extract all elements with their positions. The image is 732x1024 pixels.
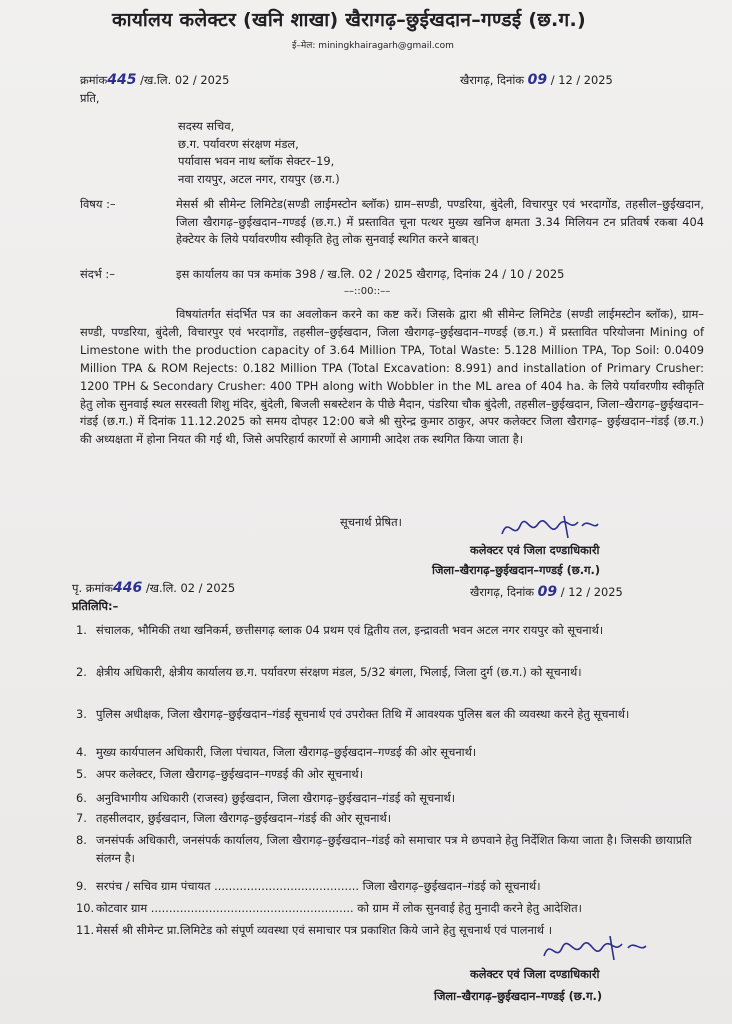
copy-item: 8. जनसंपर्क अधिकारी, जनसंपर्क कार्यालय, जिला खैरागढ़–छुईखदान–गंडई को समाचार पत्र मे छपवाने हेतु निर्देशित किया जाता है। जिसकी छायाप्रति संलग्न है। (76, 833, 692, 865)
recipient-line: सदस्य सचिव, (178, 119, 235, 133)
separator: ––::00::–– (344, 286, 391, 297)
signatory-district-2: जिला–खैरागढ़–छुईखदान–गण्डई (छ.ग.) (434, 989, 603, 1003)
letter-ref (80, 70, 229, 92)
closing-line: सूचनार्थ प्रेषित। (340, 515, 402, 529)
copy-item: 4. मुख्य कार्यपालन अधिकारी, जिला पंचायत, जिला खैरागढ़–छुईखदान–गण्डई की ओर सूचनार्थ। (76, 745, 477, 759)
signature-1 (498, 512, 602, 544)
copy-date-day: 09 (537, 584, 558, 600)
signature-2 (540, 932, 650, 966)
ref-number: 445 (107, 72, 137, 88)
reference-label: संदर्भ :– (80, 267, 115, 281)
copy-item: 6. अनुविभागीय अधिकारी (राजस्व) छुईखदान, जिला खैरागढ़–छुईखदान–गंडई को सूचनार्थ। (76, 791, 456, 805)
recipient-line: पर्यावास भवन नाथ ब्लॉक सेक्टर–19, (178, 154, 335, 169)
copy-date-label: खैरागढ़, दिनांक (470, 585, 535, 599)
copy-date-month-year: / 12 / 2025 (560, 585, 623, 599)
copy-date (470, 582, 623, 604)
copy-item: 3. पुलिस अधीक्षक, जिला खैरागढ़–छुईखदान–गंडई सूचनार्थ एवं उपरोक्त तिथि में आवश्यक पुलिस बल की व्यवस्था करने हेतु सूचनार्थ। (76, 707, 630, 721)
subject-text: मेसर्स श्री सीमेन्ट लिमिटेड(सण्डी लाईमस्टोन ब्लॉक) ग्राम–सण्डी, पण्डरिया, बुंदेली, विचारपुर एवं भरदागोंड, तहसील–छुईखदान, जिला खैरागढ़–छुईखदान–गण्डई (छ.ग.) में प्रस्तावित चूना पत्थर मुख्य खनिज क्षमता 3.34 मिलियन टन प्रतिवर्ष रकबा 404 हेक्टेयर के लिये पर्यावरणीय स्वीकृति हेतु लोक सुनवाई स्थगित करने बाबत्। (176, 197, 704, 247)
copy-item: 11. मेसर्स श्री सीमेन्ट प्रा.लिमिटेड को संपूर्ण व्यवस्था एवं समाचार पत्र प्रकाशित किये जाने हेतु सूचनार्थ एवं पालनार्थ । (76, 923, 553, 937)
body-paragraph: विषयांतर्गत संदर्भित पत्र का अवलोकन करने का कष्ट करें। जिसके द्वारा श्री सीमेन्ट लिमिटेड (सण्डी लाईमस्टोन ब्लॉक), ग्राम–सण्डी, पण्डरिया, बुंदेली, विचारपुर एवं भरदागोंड, तहसील–छुईखदान, जिला खैरागढ़–छुईखदान–गण्डई (छ.ग.) में प्रस्तावित परियोजना Mining of Limestone with the production capacity of 3.64 Million TPA, Total Waste: 5.128 Million TPA, Top Soil: 0.0409 Million TPA & ROM Rejects: 0.182 Million TPA (Total Excavation: 8.991) and installation of Primary Crusher: 1200 TPH & Secondary Crusher: 400 TPH along with Wobbler in the ML area of 404 ha. के लिये पर्यावरणीय स्वीकृति हेतु लोक सुनवाई स्थल सरस्वती शिशु मंदिर, बुंदेली, बिजली सबस्टेशन के पीछे मैदान, पंडरिया चौक बुंदेली, तहसील–छुईखदान, जिला–खैरागढ़–छुईखदान–गंडई (छ.ग.) में दिनांक 11.12.2025 को समय दोपहर 12:00 बजे श्री सुरेन्द्र कुमार ठाकुर, अपर कलेक्टर जिला खैरागढ़– छुईखदान–गंडई (छ.ग.) की अध्यक्षता में होना नियत की गई थी, जिसे अपरिहार्य कारणों से आगामी आदेश तक स्थगित किया जाता है। (80, 307, 704, 447)
signatory-title-2: कलेक्टर एवं जिला दण्डाधिकारी (470, 967, 600, 981)
date-day: 09 (527, 72, 548, 88)
office-title: कार्यालय कलेक्टर (खनि शाखा) खैरागढ़–छुईखदान–गण्डई (छ.ग.) (112, 9, 586, 31)
reference-text: इस कार्यालय का पत्र कमांक 398 / ख.लि. 02 / 2025 खैरागढ़, दिनांक 24 / 10 / 2025 (176, 267, 565, 281)
copy-item: 10. कोटवार ग्राम ........................................................ को ग्राम में लोक सुनवाई हेतु मुनादी करने हेतु आदेशित। (76, 901, 582, 915)
copy-ref-suffix: /ख.लि. 02 / 2025 (145, 581, 236, 595)
date-label: खैरागढ़, दिनांक (460, 73, 525, 87)
copy-heading: प्रतिलिपि:– (72, 599, 119, 613)
copy-ref-number: 446 (112, 580, 143, 596)
copy-item: 1. संचालक, भौमिकी तथा खनिकर्म, छत्तीसगढ़ ब्लाक 04 प्रथम एवं द्वितीय तल, इन्द्रावती भवन अटल नगर रायपुर को सूचनार्थ। (76, 623, 604, 637)
letter-date (460, 70, 613, 92)
copy-item: 9. सरपंच / सचिव ग्राम पंचायत ........................................ जिला खैरागढ़–छुईखदान–गंडई को सूचनार्थ। (76, 879, 541, 893)
ref-suffix: /ख.लि. 02 / 2025 (140, 73, 230, 87)
recipient-block (178, 118, 598, 189)
ref-prefix: क्रमांक (80, 73, 108, 87)
subject-label: विषय :– (80, 197, 116, 211)
recipient-line: छ.ग. पर्यावरण संरक्षण मंडल, (178, 136, 299, 151)
copy-item: 2. क्षेत्रीय अधिकारी, क्षेत्रीय कार्यालय छ.ग. पर्यावरण संरक्षण मंडल, 5/32 बंगला, भिलाई, जिला दुर्ग (छ.ग.) को सूचनार्थ। (76, 665, 582, 679)
office-email: ई–मेल: miningkhairagarh@gmail.com (292, 41, 454, 51)
copy-item: 7. तहसीलदार, छुईखदान, जिला खैरागढ़–छुईखदान–गंडई की ओर सूचनार्थ। (76, 811, 392, 825)
recipient-line: नवा रायपुर, अटल नगर, रायपुर (छ.ग.) (178, 172, 340, 187)
date-month-year: / 12 / 2025 (550, 73, 613, 87)
prati-label: प्रति, (80, 91, 100, 105)
copy-item: 5. अपर कलेक्टर, जिला खैरागढ़–छुईखदान–गण्डई की ओर सूचनार्थ। (76, 767, 364, 781)
signatory-title-1: कलेक्टर एवं जिला दण्डाधिकारी (470, 543, 600, 557)
signatory-district-1: जिला–खैरागढ़–छुईखदान–गण्डई (छ.ग.) (432, 563, 601, 577)
copy-ref-prefix: पृ. क्रमांक (72, 581, 113, 595)
copy-ref (72, 578, 235, 600)
